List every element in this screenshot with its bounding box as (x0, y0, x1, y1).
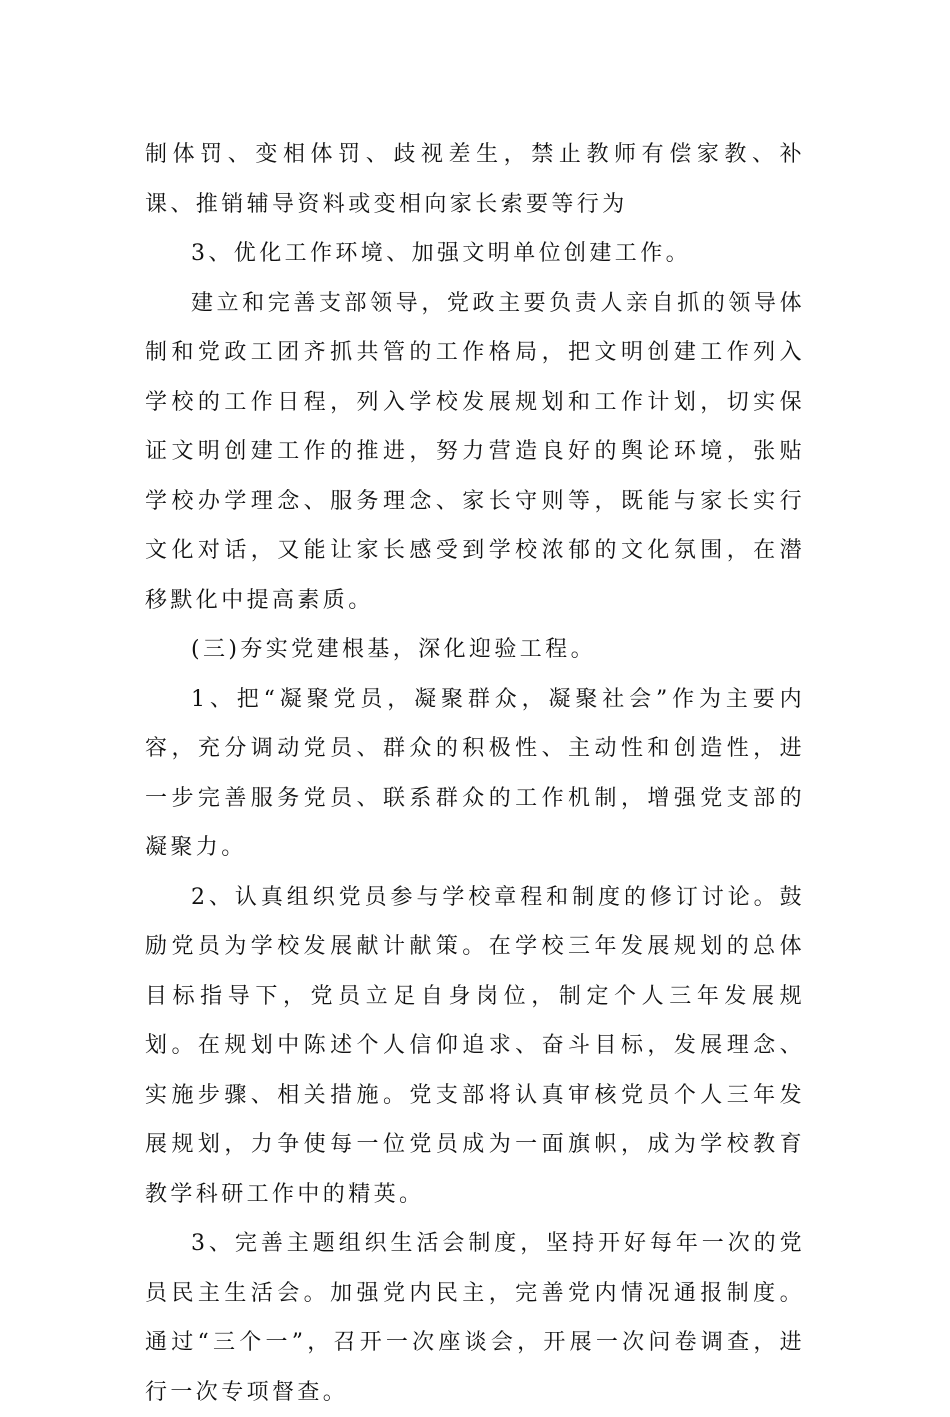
document-body (145, 130, 805, 1417)
paragraph-item-1-cohesion: 1、把“凝聚党员，凝聚群众，凝聚社会”作为主要内容，充分调动党员、群众的积极性、主动性和创造性，进一步完善服务党员、联系群众的工作机制，增强党支部的凝聚力。 (145, 686, 805, 860)
paragraph-civilization-building: 建立和完善支部领导，党政主要负责人亲自抓的领导体制和党政工团齐抓共管的工作格局，把文明创建工作列入学校的工作日程，列入学校发展规划和工作计划，切实保证文明创建工作的推进，努力营造良好的舆论环境，张贴学校办学理念、服务理念、家长守则等，既能与家长实行文化对话，又能让家长感受到学校浓郁的文化氛围，在潜移默化中提高素质。 (145, 290, 805, 613)
paragraph-item-2-regulations: 2、认真组织党员参与学校章程和制度的修订讨论。鼓励党员为学校发展献计献策。在学校三年发展规划的总体目标指导下，党员立足自身岗位，制定个人三年发展规划。在规划中陈述个人信仰追求、奋斗目标，发展理念、实施步骤、相关措施。党支部将认真审核党员个人三年发展规划，力争使每一位党员成为一面旗帜，成为学校教育教学科研工作中的精英。 (145, 884, 805, 1207)
paragraph-item-3-environment: 3、优化工作环境、加强文明单位创建工作。 (191, 241, 691, 266)
section-heading-three: (三)夯实党建根基，深化迎验工程。 (191, 637, 596, 662)
paragraph-continuation: 制体罚、变相体罚、歧视差生，禁止教师有偿家教、补课、推销辅导资料或变相向家长索要等行为 (145, 142, 805, 217)
paragraph-item-3-organization-life: 3、完善主题组织生活会制度，坚持开好每年一次的党员民主生活会。加强党内民主，完善党内情况通报制度。通过“三个一”，召开一次座谈会，开展一次问卷调查，进行一次专项督查。 (145, 1231, 805, 1405)
